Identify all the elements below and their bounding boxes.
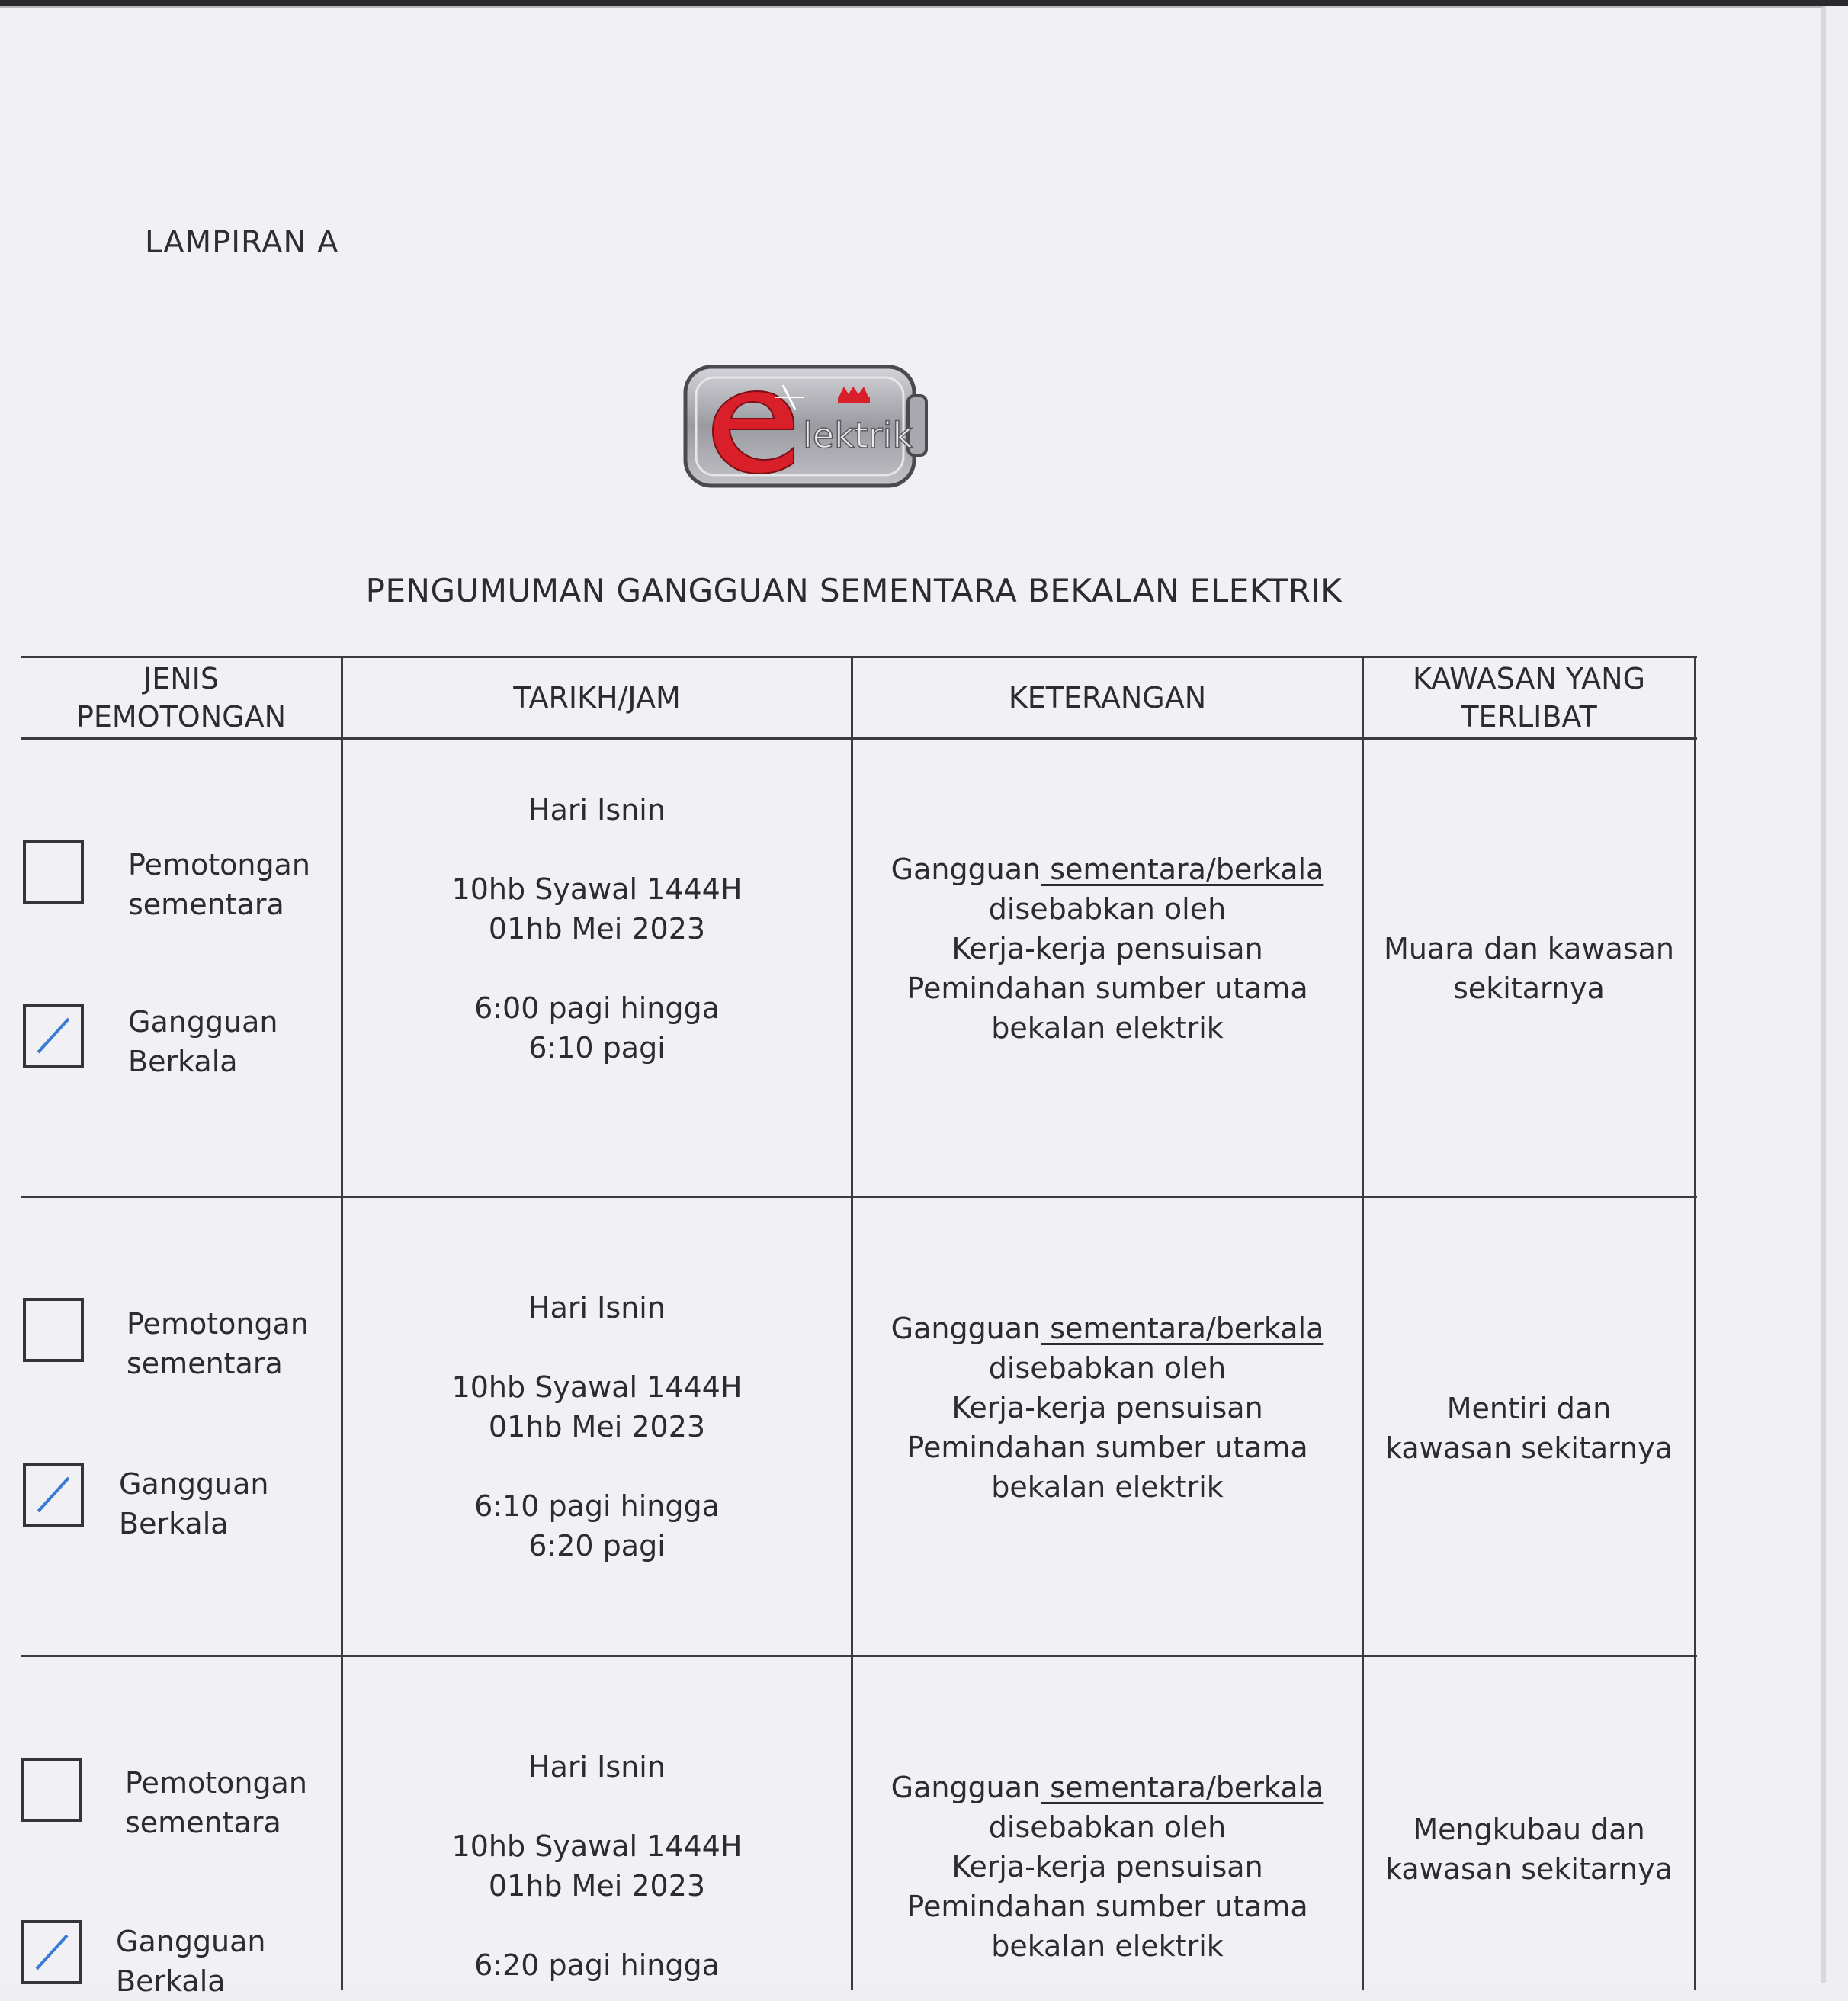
row-divider bbox=[21, 1655, 1697, 1657]
column-divider bbox=[1362, 656, 1364, 1990]
checkbox-gangguan-berkala[interactable] bbox=[21, 1920, 82, 1984]
kawasan-cell: Mentiri dan kawasan sekitarnya bbox=[1385, 1392, 1673, 1465]
logo-text: lektrik bbox=[803, 415, 913, 456]
checkbox-gangguan-berkala[interactable] bbox=[23, 1004, 84, 1068]
annex-label: LAMPIRAN A bbox=[145, 225, 339, 260]
option-label: Pemotongan sementara bbox=[128, 848, 310, 921]
option-label: Gangguan Berkala bbox=[116, 1925, 266, 1998]
keterangan-cell: Gangguan sementara/berkala disebabkan oleh Kerja-kerja pensuisan Pemindahan sumber utama bekalan elektrik bbox=[890, 853, 1324, 1045]
checkbox-pemotongan-sementara[interactable] bbox=[23, 1298, 84, 1362]
page-title: PENGUMUMAN GANGGUAN SEMENTARA BEKALAN ELEKTRIK bbox=[365, 572, 1343, 609]
kawasan-cell: Muara dan kawasan sekitarnya bbox=[1384, 932, 1674, 1005]
tarikh-jam-cell: Hari Isnin 10hb Syawal 1444H 01hb Mei 2023 6:00 pagi hingga 6:10 pagi bbox=[451, 793, 743, 1065]
row-divider bbox=[21, 1196, 1697, 1198]
elektrik-logo bbox=[682, 362, 930, 490]
kawasan-cell: Mengkubau dan kawasan sekitarnya bbox=[1385, 1813, 1673, 1886]
check-mark-icon bbox=[26, 1007, 81, 1065]
header-tarikh: TARIKH/JAM bbox=[513, 681, 681, 715]
keterangan-cell: Gangguan sementara/berkala disebabkan oleh Kerja-kerja pensuisan Pemindahan sumber utama bekalan elektrik bbox=[890, 1771, 1324, 1963]
document-page bbox=[0, 6, 1826, 1998]
checkbox-gangguan-berkala[interactable] bbox=[23, 1463, 84, 1527]
checkbox-pemotongan-sementara[interactable] bbox=[23, 840, 84, 904]
table-right-rule bbox=[1694, 656, 1696, 1990]
keterangan-cell: Gangguan sementara/berkala disebabkan oleh Kerja-kerja pensuisan Pemindahan sumber utama bekalan elektrik bbox=[890, 1312, 1324, 1504]
checkbox-pemotongan-sementara[interactable] bbox=[21, 1758, 82, 1822]
tarikh-jam-cell: Hari Isnin 10hb Syawal 1444H 01hb Mei 2023 6:20 pagi hingga bbox=[451, 1750, 743, 1982]
tarikh-jam-cell: Hari Isnin 10hb Syawal 1444H 01hb Mei 2023 6:10 pagi hingga 6:20 pagi bbox=[451, 1291, 743, 1563]
header-keterangan: KETERANGAN bbox=[1008, 681, 1207, 715]
header-kawasan: KAWASAN YANG TERLIBAT bbox=[1412, 662, 1646, 734]
option-label: Pemotongan sementara bbox=[125, 1766, 307, 1839]
header-jenis: JENIS PEMOTONGAN bbox=[75, 662, 287, 734]
scan-top-edge bbox=[0, 0, 1848, 6]
check-mark-icon bbox=[24, 1923, 79, 1981]
check-mark-icon bbox=[26, 1466, 81, 1524]
option-label: Gangguan Berkala bbox=[128, 1005, 278, 1078]
option-label: Pemotongan sementara bbox=[127, 1307, 309, 1380]
option-label: Gangguan Berkala bbox=[119, 1467, 269, 1540]
